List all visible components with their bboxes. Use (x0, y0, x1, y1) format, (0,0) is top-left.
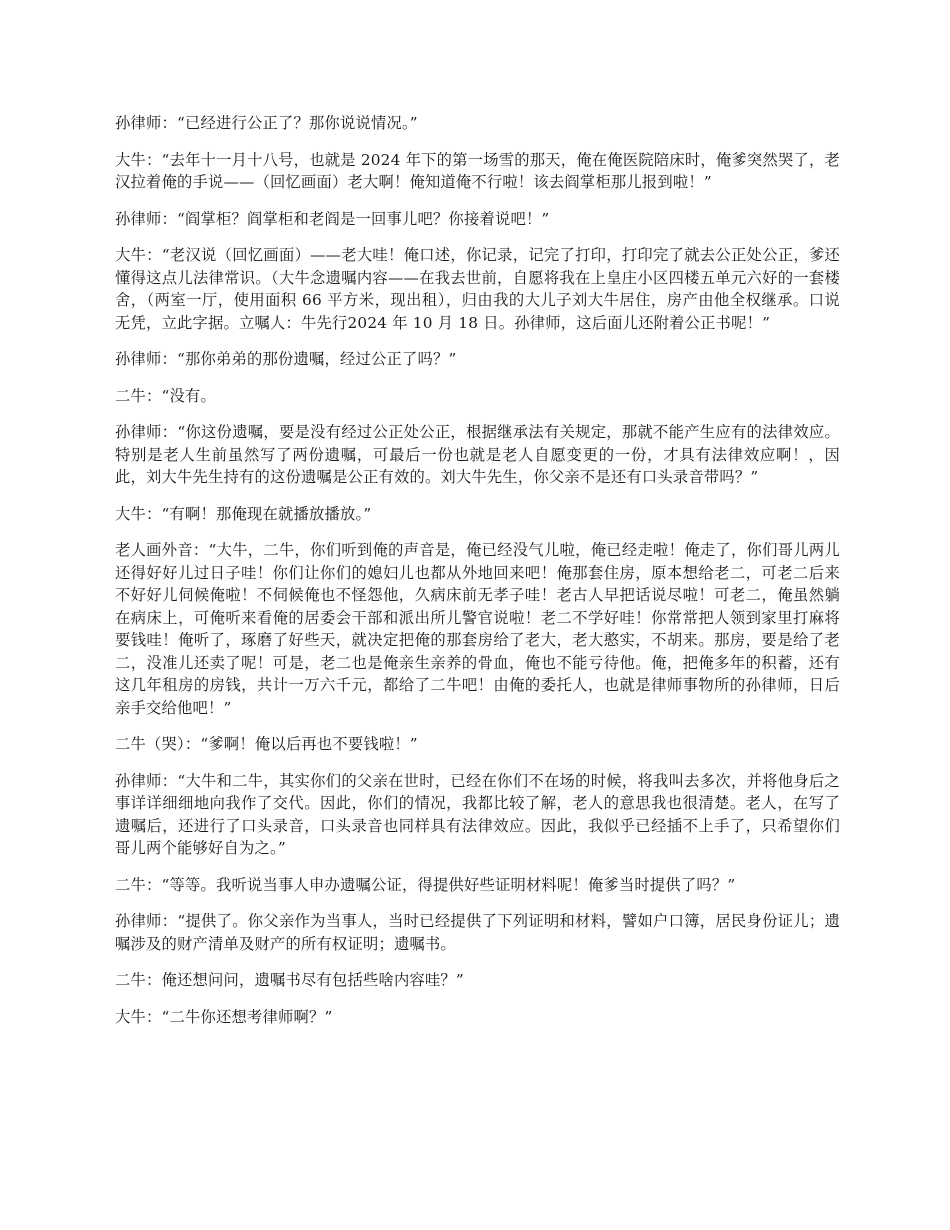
paragraph: 二牛：俺还想问问，遗嘱书尽有包括些啥内容哇？” (115, 971, 464, 989)
paragraph: 二牛（哭）：“爹啊！俺以后再也不要钱啦！” (115, 735, 418, 753)
paragraph: 大牛：“去年十一月十八号，也就是 2024 年下的第一场雪的那天，俺在俺医院陪床时，俺爹突然哭了，老汉拉着俺的手说——（回忆画面）老大啊！俺知道俺不行啦！该去阎掌柜那儿报到啦！” (115, 150, 840, 191)
paragraph: 大牛：“二牛你还想考律师啊？” (115, 1007, 333, 1026)
paragraph: 二牛：“没有。 (115, 386, 217, 405)
paragraph: 大牛：“老汉说（回忆画面）——老大哇！俺口述，你记录，记完了打印，打印完了就去公正处公正，爹还懂得这点儿法律常识。（大牛念遗嘱内容——在我去世前，自愿将我在上皇庄小区四楼五单元六好的一套楼舍，（两室一厅，使用面积 66 平方米，现出租），归由我的大儿子刘大牛居住，房产由他全权继承。口说无凭，立此字据。立嘱人：牛先行2024 年 10 月 18 日。孙律师，这后面儿还附着公正书呢！” (115, 246, 840, 332)
paragraph: 老人画外音：“大牛，二牛，你们听到俺的声音是，俺已经没气儿啦，俺已经走啦！俺走了，你们哥儿两儿还得好好儿过日子哇！你们让你们的媳妇儿也都从外地回来吧！俺那套住房，原本想给老二，可老二后来不好好儿伺候俺啦！不伺候俺也不怪怨他，久病床前无孝子哇！老古人早把话说尽啦！可老二，俺虽然躺在病床上，可俺听来看俺的居委会干部和派出所儿警官说啦！老二不学好哇！你常常把人领到家里打麻将要钱哇！俺听了，琢磨了好些天，就决定把俺的那套房给了老大，老大憨实，不胡来。那房，要是给了老二，没准儿还卖了呢！可是，老二也是俺亲生亲养的骨血，俺也不能亏待他。俺，把俺多年的积蓄，还有这几年租房的房钱，共计一万六千元，都给了二牛吧！由俺的委托人，也就是律师事物所的孙律师，日后亲手交给他吧！” (115, 541, 840, 717)
paragraph: 孙律师：“你这份遗嘱，要是没有经过公正处公正，根据继承法有关规定，那就不能产生应有的法律效应。特别是老人生前虽然写了两份遗嘱，可最后一份也就是老人自愿变更的一份，才具有法律效应啊！，因此，刘大牛先生持有的这份遗嘱是公正有效的。刘大牛先生，你父亲不是还有口头录音带吗？” (115, 423, 840, 486)
paragraph: 孙律师：“那你弟弟的那份遗嘱，经过公正了吗？” (115, 350, 457, 368)
paragraph: 孙律师：“阎掌柜？阎掌柜和老阎是一回事儿吧？你接着说吧！” (115, 209, 550, 228)
paragraph: 孙律师：“已经进行公正了？那你说说情况。” (115, 114, 418, 132)
document-body (115, 112, 840, 1042)
paragraph: 大牛：“有啊！那俺现在就播放播放。” (115, 504, 372, 523)
paragraph: 孙律师：“提供了。你父亲作为当事人，当时已经提供了下列证明和材料，譬如户口簿，居民身份证儿；遗嘱涉及的财产清单及财产的所有权证明；遗嘱书。 (115, 912, 840, 953)
paragraph: 孙律师：“大牛和二牛，其实你们的父亲在世时，已经在你们不在场的时候，将我叫去多次，并将他身后之事详详细细地向我作了交代。因此，你们的情况，我都比较了解，老人的意思我也很清楚。老人，在写了遗嘱后，还进行了口头录音，口头录音也同样具有法律效应。因此，我似乎已经插不上手了，只希望你们哥儿两个能够好自为之。” (115, 771, 840, 857)
paragraph: 二牛：“等等。我听说当事人申办遗嘱公证，得提供好些证明材料呢！俺爹当时提供了吗？” (115, 875, 736, 894)
